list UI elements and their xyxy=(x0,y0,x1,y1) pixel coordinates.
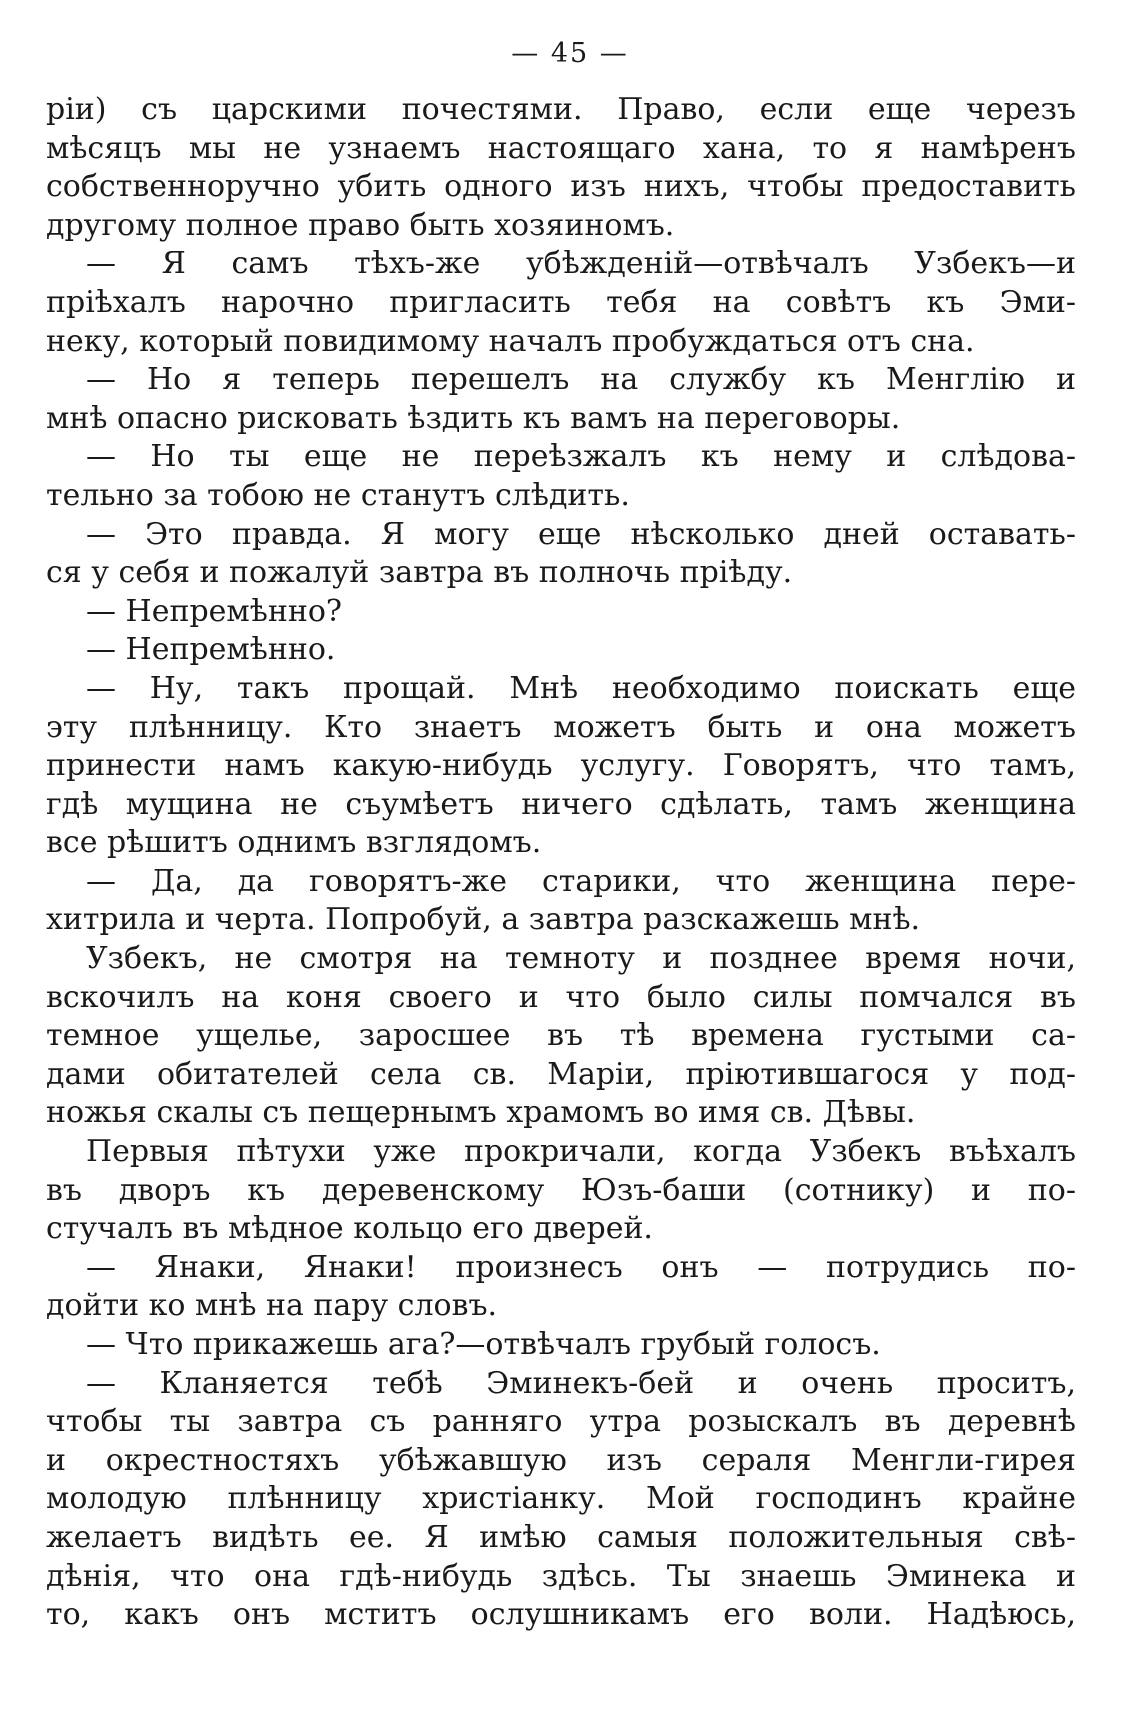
text-line: — Непремѣнно. xyxy=(86,632,336,668)
text-line: стучалъ въ мѣдное кольцо его дверей. xyxy=(46,1211,653,1247)
text-line: мнѣ опасно рисковать ѣздить къ вамъ на переговоры. xyxy=(46,400,901,436)
text-line: пріѣхалъ нарочно пригласить тебя на совѣтъ къ Эми- xyxy=(46,284,1076,320)
text-line: то, какъ онъ мститъ ослушникамъ его воли. Надѣюсь, xyxy=(46,1597,1076,1633)
text-line: въ дворъ къ деревенскому Юзъ-баши (сотнику) и по- xyxy=(46,1172,1076,1208)
text-line: другому полное право быть хозяиномъ. xyxy=(46,207,675,243)
text-line: — Ну, такъ прощай. Мнѣ необходимо поискать еще xyxy=(86,670,1076,706)
text-line: ріи) съ царскими почестями. Право, если еще черезъ xyxy=(46,92,1076,127)
text-line: хитрила и черта. Попробуй, а завтра разскажешь мнѣ. xyxy=(46,902,921,938)
text-line: дойти ко мнѣ на пару словъ. xyxy=(46,1288,498,1324)
text-line: дѣнія, что она гдѣ-нибудь здѣсь. Ты знаешь Эминека и xyxy=(46,1558,1076,1594)
text-line: Узбекъ, не смотря на темноту и позднее время ночи, xyxy=(86,941,1076,977)
text-line: гдѣ мущина не съумѣетъ ничего сдѣлать, тамъ женщина xyxy=(46,786,1076,822)
text-line: мѣсяцъ мы не узнаемъ настоящаго хана, то я намѣренъ xyxy=(46,130,1076,166)
text-line: — Янаки, Янаки! произнесъ онъ — потрудись по- xyxy=(86,1249,1076,1285)
text-line: дами обитателей села св. Маріи, пріютившагося у под- xyxy=(46,1056,1076,1092)
text-line: все рѣшитъ однимъ взглядомъ. xyxy=(46,825,542,861)
text-line: — Кланяется тебѣ Эминекъ-бей и очень проситъ, xyxy=(86,1365,1076,1401)
body-text xyxy=(46,91,1076,1635)
text-line: принести намъ какую-нибудь услугу. Говорятъ, что тамъ, xyxy=(46,748,1076,784)
text-line: неку, который повидимому началъ пробуждаться отъ сна. xyxy=(46,323,975,359)
text-line: вскочилъ на коня своего и что было силы помчался въ xyxy=(46,979,1076,1015)
text-line: чтобы ты завтра съ ранняго утра розыскалъ въ деревнѣ xyxy=(46,1404,1076,1440)
text-line: — Да, да говорятъ-же старики, что женщина пере- xyxy=(86,863,1076,899)
text-line: тельно за тобою не станутъ слѣдить. xyxy=(46,477,630,513)
text-line: ся у себя и пожалуй завтра въ полночь пріѣду. xyxy=(46,555,793,591)
text-line: ножья скалы съ пещернымъ храмомъ во имя св. Дѣвы. xyxy=(46,1095,916,1131)
page-number: — 45 — xyxy=(511,38,629,69)
text-line: — Но я теперь перешелъ на службу къ Менглію и xyxy=(86,362,1076,398)
text-line: молодую плѣнницу христіанку. Мой господинъ крайне xyxy=(46,1481,1076,1517)
text-line: — Но ты еще не переѣзжалъ къ нему и слѣдова- xyxy=(86,439,1076,475)
text-line: темное ущелье, заросшее въ тѣ времена густыми са- xyxy=(46,1018,1076,1054)
text-line: — Непремѣнно? xyxy=(86,593,342,629)
text-line: и окрестностяхъ убѣжавшую изъ сераля Менгли-гирея xyxy=(46,1442,1076,1478)
text-line: желаетъ видѣть ее. Я имѣю самыя положительныя свѣ- xyxy=(46,1519,1076,1555)
text-line: эту плѣнницу. Кто знаетъ можетъ быть и она можетъ xyxy=(46,709,1076,745)
text-line: — Что прикажешь ага?—отвѣчалъ грубый голосъ. xyxy=(86,1327,881,1362)
text-line: собственноручно убить одного изъ нихъ, чтобы предоставить xyxy=(46,169,1076,205)
text-line: Первыя пѣтухи уже прокричали, когда Узбекъ въѣхалъ xyxy=(86,1134,1076,1170)
text-line: — Я самъ тѣхъ-же убѣжденій—отвѣчалъ Узбекъ—и xyxy=(86,246,1076,282)
text-line: — Это правда. Я могу еще нѣсколько дней оставать- xyxy=(86,516,1076,552)
